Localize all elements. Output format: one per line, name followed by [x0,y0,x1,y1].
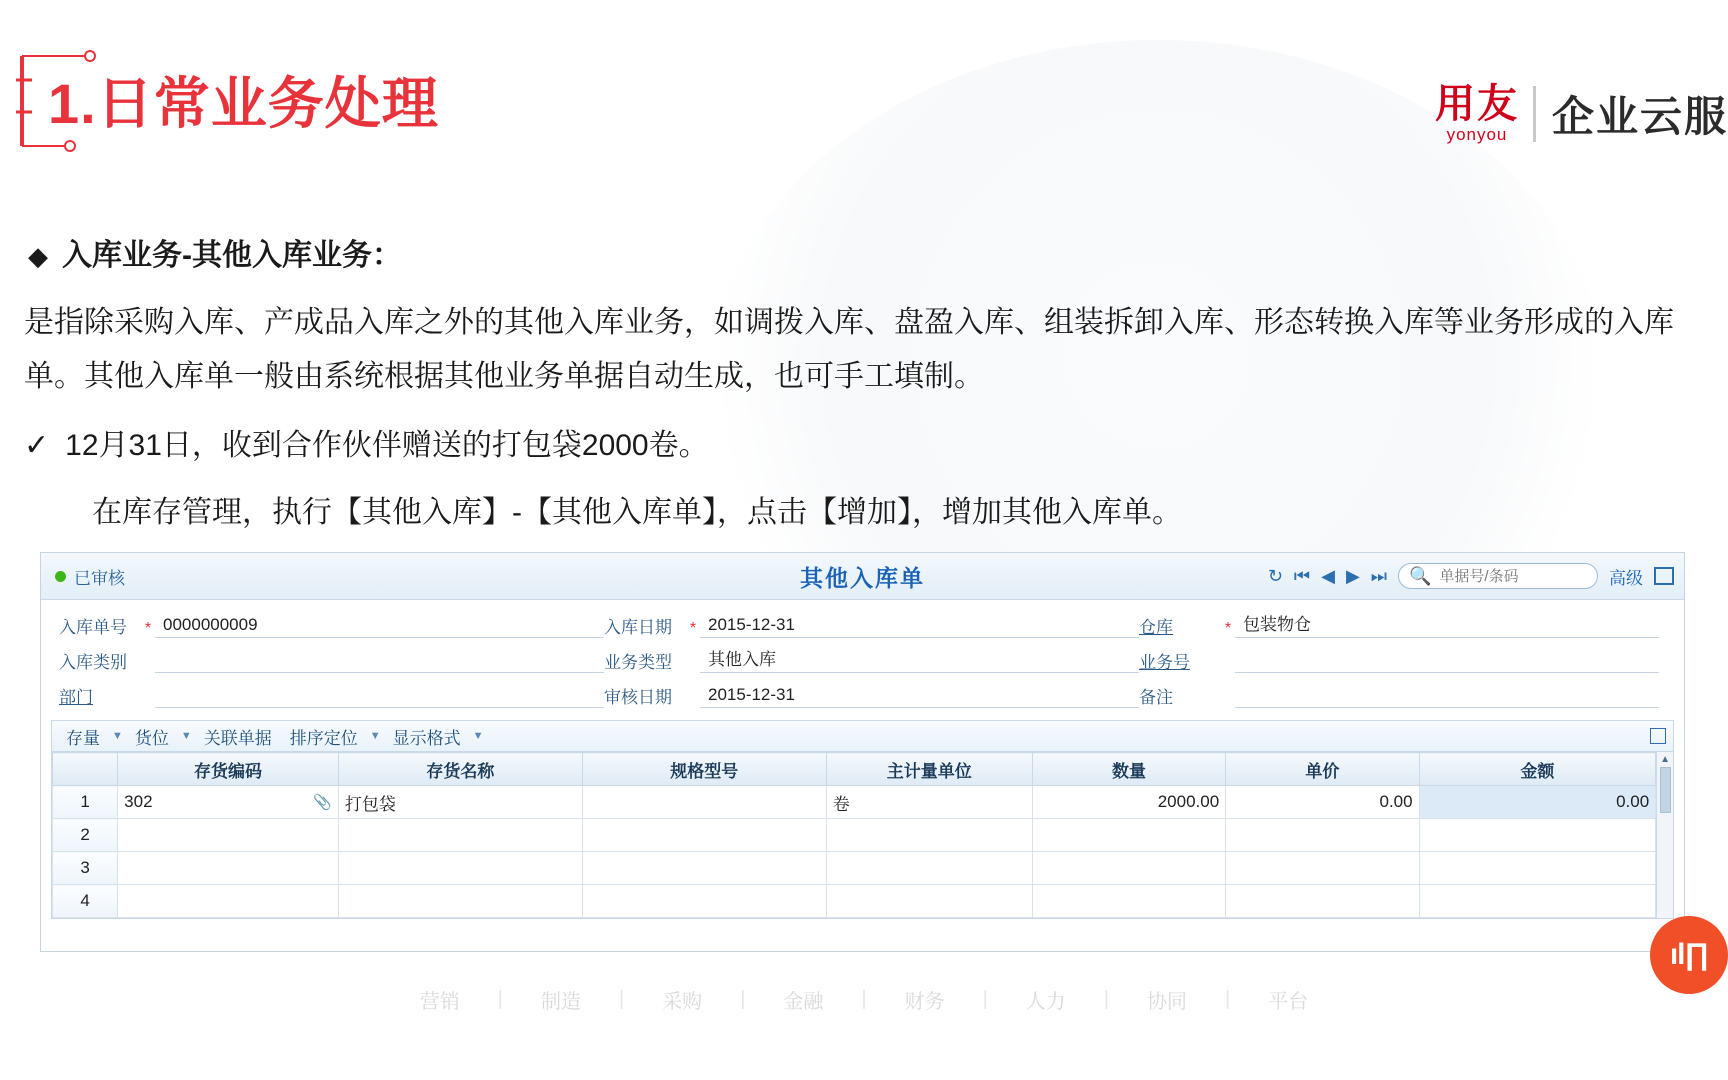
grid-toolbar [51,720,1674,752]
cell-inventory-name[interactable] [338,819,582,852]
search-box[interactable] [1398,563,1598,589]
column-header-specification: 规格型号 [582,753,826,786]
field-row [1139,647,1659,673]
footer-nav-item-platform[interactable]: 平台 [1268,991,1309,1013]
cell-amount[interactable] [1419,852,1656,885]
example-bullet-text: 12月31日，收到合作伙伴赠送的打包袋2000卷。 [65,429,709,462]
chevron-down-icon[interactable]: ▼ [369,730,381,742]
cell-inventory-name[interactable]: 打包袋 [338,786,582,819]
toolbar-display-format[interactable]: 显示格式 [392,728,461,748]
column-header-inventory-code: 存货编码 [118,753,339,786]
field-row [59,612,604,638]
field-row [1139,612,1659,638]
row-number: 4 [53,885,118,918]
cell-unit[interactable] [826,852,1032,885]
refresh-icon[interactable]: ↻ [1267,566,1283,586]
field-row [59,682,604,708]
audit-date-value[interactable]: 2015-12-31 [700,685,1139,708]
last-record-icon[interactable]: ⏭ [1370,566,1387,586]
cell-inventory-name[interactable] [338,885,582,918]
logo-chinese-name: 用友 [1434,82,1519,126]
chevron-down-icon[interactable]: ▼ [180,730,192,742]
form-column-3 [1139,612,1659,708]
inbound-date-value[interactable]: 2015-12-31 [700,615,1139,638]
field-label[interactable]: 仓库 [1139,618,1173,637]
slide-title-block [16,46,716,166]
cell-quantity[interactable] [1032,819,1225,852]
field-label[interactable]: 业务号 [1139,653,1190,672]
required-marker: * [689,620,697,637]
column-header-amount: 金额 [1419,753,1656,786]
footer-nav-separator: | [861,988,867,1010]
cell-unit[interactable] [826,819,1032,852]
required-marker: * [1224,620,1232,637]
other-inbound-voucher-window [40,552,1685,952]
cell-specification[interactable] [582,852,826,885]
header-toolbar [1268,563,1674,589]
cell-amount[interactable]: 0.00 [1419,786,1656,819]
business-number-value[interactable] [1235,653,1659,673]
field-label: 入库日期 [604,618,672,637]
cell-price[interactable] [1226,852,1419,885]
next-record-icon[interactable]: ▶ [1345,566,1360,586]
grid-header-row [53,753,1656,786]
field-row [604,612,1139,638]
field-row [604,647,1139,673]
footer-nav-item-accounting[interactable]: 财务 [904,991,945,1013]
expand-grid-icon[interactable] [1650,728,1666,744]
column-header-rownum [53,753,118,786]
voucher-lines-grid [51,752,1674,919]
floating-logo-badge[interactable] [1650,916,1728,994]
cell-amount[interactable] [1419,885,1656,918]
inbound-category-value[interactable] [155,653,604,673]
field-label: 备注 [1139,688,1173,707]
footer-nav-separator: | [982,988,988,1010]
remark-value[interactable] [1235,688,1659,708]
check-icon: ✓ [24,429,50,462]
cell-inventory-code[interactable] [118,885,339,918]
field-row [604,682,1139,708]
cell-price[interactable] [1226,885,1419,918]
form-column-2 [604,612,1139,708]
cell-specification[interactable] [582,786,826,819]
footer-nav-separator: | [740,988,746,1010]
field-label: 入库单号 [59,618,127,637]
cell-inventory-code[interactable] [118,786,339,819]
diamond-bullet-icon: ◆ [28,241,48,271]
footer-nav-item-finance-services[interactable]: 金融 [783,991,824,1013]
footer-nav-separator: | [1103,988,1109,1010]
app-header [41,553,1684,600]
field-label: 入库类别 [59,653,127,672]
footer-nav-item-hr[interactable]: 人力 [1025,991,1066,1013]
cell-quantity[interactable]: 2000.00 [1032,786,1225,819]
example-bullet [24,420,709,464]
table-row[interactable] [53,852,1656,885]
footer-nav-separator: | [497,988,503,1010]
column-header-price: 单价 [1226,753,1419,786]
cell-amount[interactable] [1419,819,1656,852]
logo-english-name: yonyou [1446,125,1508,144]
table-row[interactable] [53,885,1656,918]
scrollbar-thumb[interactable] [1660,767,1671,813]
grid-vertical-scrollbar[interactable] [1656,752,1673,918]
toolbar-storage-location[interactable]: 货位 [134,728,169,748]
advanced-search-link[interactable]: 高级 [1609,568,1643,588]
field-label[interactable]: 部门 [59,688,93,707]
logo-yonyou [1435,83,1533,145]
attachment-icon[interactable]: 📎 [313,794,332,811]
footer-nav-item-marketing[interactable]: 营销 [419,991,460,1013]
footer-nav-separator: | [618,988,625,1010]
footer-nav-item-purchasing[interactable]: 采购 [662,991,703,1013]
voucher-header-form [41,600,1684,714]
table-row[interactable] [53,786,1656,819]
cell-quantity[interactable] [1032,885,1225,918]
column-header-unit: 主计量单位 [826,753,1032,786]
section-heading-text: 入库业务-其他入库业务： [62,239,402,272]
field-label: 业务类型 [604,653,672,672]
column-header-inventory-name: 存货名称 [338,753,582,786]
field-label: 审核日期 [604,688,672,707]
cell-specification[interactable] [582,885,826,918]
first-record-icon[interactable]: ⏮ [1293,566,1311,586]
required-marker: * [144,620,152,637]
cell-unit[interactable]: 卷 [826,786,1032,819]
previous-record-icon[interactable]: ◀ [1321,566,1335,586]
cell-specification[interactable] [582,819,826,852]
search-icon: 🔍 [1409,566,1432,586]
footer-nav-separator: | [1225,988,1231,1010]
business-type-value[interactable]: 其他入库 [700,645,1139,673]
field-row [1139,682,1659,708]
inbound-number-value[interactable]: 0000000009 [155,615,604,638]
cell-inventory-name[interactable] [338,852,582,885]
status-badge-label: 已审核 [74,568,125,588]
panel-toggle-icon[interactable] [1654,567,1674,585]
field-row [59,647,604,673]
cell-quantity[interactable] [1032,852,1225,885]
column-header-quantity: 数量 [1032,753,1225,786]
cell-inventory-code[interactable] [118,819,339,852]
cell-price[interactable]: 0.00 [1226,786,1419,819]
logo-product-name: 企业云服 [1551,93,1728,140]
toolbar-related-voucher[interactable]: 关联单据 [203,728,272,748]
footer-nav-item-collaboration[interactable]: 协同 [1147,991,1187,1013]
department-value[interactable] [155,688,604,708]
scroll-up-icon[interactable]: ▲ [1660,754,1671,765]
toolbar-sort-locate[interactable]: 排序定位 [289,728,358,748]
warehouse-value[interactable]: 包装物仓 [1235,610,1659,638]
cell-inventory-code[interactable] [118,852,339,885]
toolbar-stock-quantity[interactable]: 存量 [66,728,100,748]
table-row[interactable] [53,819,1656,852]
footer-nav [0,985,1728,1014]
cell-unit[interactable] [826,885,1032,918]
form-column-1 [41,612,604,708]
section-heading [28,230,402,274]
page-title: 1.日常业务处理 [48,72,439,135]
body-paragraph: 是指除采购入库、产成品入库之外的其他入库业务，如调拨入库、盘盈入库、组装拆卸入库、形态转换入库等业务形成的入库单。其他入库单一般由系统根据其他业务单据自动生成，也可手工填制。 [24,306,1674,393]
row-number: 1 [53,786,118,819]
badge-icon: ıl∏ [1669,938,1709,971]
step-instruction: 在库存管理，执行【其他入库】-【其他入库单】，点击【增加】，增加其他入库单。 [92,496,1182,529]
brand-logo [1435,78,1728,150]
cell-price[interactable] [1226,819,1419,852]
chevron-down-icon[interactable]: ▼ [112,730,123,742]
chevron-down-icon[interactable]: ▼ [472,730,484,742]
row-number: 3 [53,852,118,885]
row-number: 2 [53,819,118,852]
footer-nav-item-manufacturing[interactable]: 制造 [540,991,581,1013]
window-title: 其他入库单 [800,564,925,591]
search-input[interactable] [1437,567,1587,586]
cell-inventory-code-text: 302 [124,792,153,811]
